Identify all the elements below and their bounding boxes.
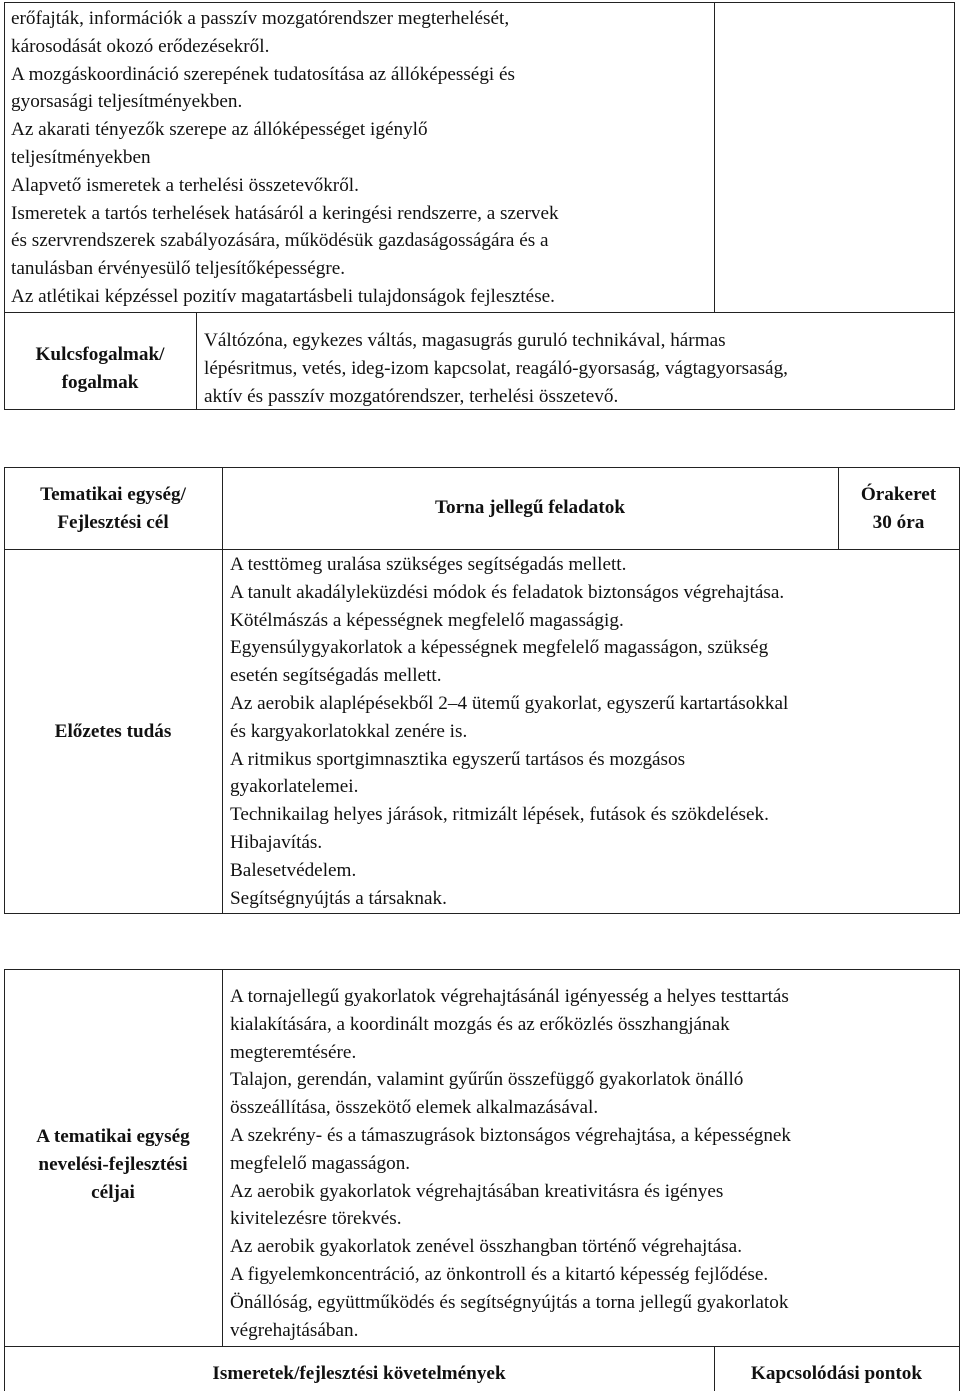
text-line: Egyensúlygyakorlatok a képességnek megfelelő magasságon, szükség bbox=[230, 637, 769, 659]
text-line: Váltózóna, egykezes váltás, magasugrás guruló technikával, hármas bbox=[204, 330, 726, 351]
label-line: A tematikai egység bbox=[36, 1126, 190, 1147]
text-line: Segítségnyújtás a társaknak. bbox=[230, 887, 447, 909]
kulcsfogalmak-text bbox=[204, 327, 788, 410]
table2-border-mid-h bbox=[4, 549, 960, 550]
text-line: A testtömeg uralása szükséges segítségadás mellett. bbox=[230, 554, 627, 575]
label-line: fogalmak bbox=[61, 371, 139, 393]
text-line: megteremtésére. bbox=[230, 1041, 357, 1063]
text-line: A tornajellegű gyakorlatok végrehajtásánál igényesség a helyes testtartás bbox=[230, 986, 789, 1007]
table1-border-mid-h bbox=[4, 312, 955, 313]
text-line: Talajon, gerendán, valamint gyűrűn összefüggő gyakorlatok önálló bbox=[230, 1069, 744, 1091]
header-text: Kapcsolódási pontok bbox=[750, 1363, 923, 1384]
table3-border-mid-h bbox=[4, 1346, 960, 1347]
kulcsfogalmak-label bbox=[4, 341, 196, 397]
text-line: kivitelezésre törekvés. bbox=[230, 1208, 402, 1230]
text-line: A figyelemkoncentráció, az önkontroll és a kitartó képesség fejlődése. bbox=[230, 1263, 769, 1285]
text-line: és kargyakorlatokkal zenére is. bbox=[230, 720, 468, 742]
text-line: A mozgáskoordináció szerepének tudatosítása az állóképességi és bbox=[11, 63, 516, 85]
table1-border-top bbox=[4, 2, 955, 3]
table3-border-col1 bbox=[222, 969, 223, 1347]
header-line: Fejlesztési cél bbox=[57, 511, 169, 533]
table2-border-top bbox=[4, 467, 960, 468]
text-line: gyakorlatelemei. bbox=[230, 776, 359, 798]
label-line: Előzetes tudás bbox=[54, 721, 172, 742]
elozetes-tudas-label bbox=[4, 718, 222, 746]
nevelesi-celok-label bbox=[4, 1123, 222, 1206]
text-line: A szekrény- és a támaszugrások biztonságos végrehajtása, a képességnek bbox=[230, 1124, 792, 1146]
tematikai-egyseg-header bbox=[4, 481, 222, 537]
text-line: megfelelő magasságon. bbox=[230, 1152, 411, 1174]
text-line: és szervrendszerek szabályozására, működésük gazdaságosságára és a bbox=[11, 230, 549, 252]
header-line: Tematikai egység/ bbox=[40, 484, 186, 505]
table1-border-right bbox=[954, 2, 955, 410]
text-line: Az akarati tényezők szerepe az állóképességet igénylő bbox=[11, 119, 428, 141]
table3-border-top bbox=[4, 969, 960, 970]
kapcsolodasi-pontok-header bbox=[714, 1360, 959, 1388]
text-line: tanulásban érvényesülő teljesítőképességre. bbox=[11, 258, 346, 280]
text-line: Az aerobik gyakorlatok végrehajtásában kreativitásra és igényes bbox=[230, 1180, 724, 1202]
table1-border-col1 bbox=[196, 312, 197, 410]
text-line: aktív és passzív mozgatórendszer, terhelési összetevő. bbox=[204, 385, 619, 407]
text-line: Balesetvédelem. bbox=[230, 859, 357, 881]
unit-title bbox=[222, 494, 838, 522]
text-line: végrehajtásában. bbox=[230, 1319, 359, 1341]
elozetes-tudas-text bbox=[230, 551, 788, 912]
text-line: Kötélmászás a képességnek megfelelő magasságig. bbox=[230, 609, 624, 631]
table2-border-bottom bbox=[4, 913, 960, 914]
text-line: gyorsasági teljesítményekben. bbox=[11, 91, 243, 113]
text-line: Hibajavítás. bbox=[230, 831, 323, 853]
text-line: Technikailag helyes járások, ritmizált lépések, futások és szökdelések. bbox=[230, 804, 769, 826]
text-line: károsodását okozó erődezésekről. bbox=[11, 35, 270, 57]
text-line: Önállóság, együttműködés és segítségnyújtás a torna jellegű gyakorlatok bbox=[230, 1291, 789, 1313]
nevelesi-celok-text bbox=[230, 983, 791, 1344]
ismeretek-kovetelmenyek-header bbox=[4, 1360, 714, 1388]
text-line: Az aerobik gyakorlatok zenével összhangban történő végrehajtása. bbox=[230, 1236, 742, 1258]
text-line: erőfajták, információk a passzív mozgatórendszer megterhelését, bbox=[11, 8, 510, 29]
text-line: esetén segítségadás mellett. bbox=[230, 665, 442, 687]
title-text: Torna jellegű feladatok bbox=[434, 497, 626, 518]
header-text: Ismeretek/fejlesztési követelmények bbox=[212, 1363, 506, 1384]
table1-border-top-right bbox=[714, 2, 715, 313]
text-line: Az aerobik alaplépésekből 2–4 ütemű gyakorlat, egyszerű kartartásokkal bbox=[230, 692, 789, 714]
orakeret-header bbox=[838, 481, 959, 537]
label-line: nevelési-fejlesztési bbox=[38, 1153, 188, 1175]
text-line: A tanult akadályleküzdési módok és feladatok biztonságos végrehajtása. bbox=[230, 581, 785, 603]
text-line: teljesítményekben bbox=[11, 146, 151, 168]
text-line: Az atlétikai képzéssel pozitív magatartásbeli tulajdonságok fejlesztése. bbox=[11, 285, 555, 307]
table1-top-text bbox=[11, 5, 559, 311]
label-line: Kulcsfogalmak/ bbox=[35, 344, 165, 365]
table2-border-col1 bbox=[222, 467, 223, 914]
text-line: lépésritmus, vetés, ideg-izom kapcsolat, reagáló-gyorsaság, vágtagyorsaság, bbox=[204, 357, 788, 379]
text-line: kialakítására, a koordinált mozgás és az erőközlés összhangjának bbox=[230, 1013, 730, 1035]
text-line: összeállítása, összekötő elemek alkalmazásával. bbox=[230, 1097, 599, 1119]
text-line: Ismeretek a tartós terhelések hatásáról a keringési rendszerre, a szervek bbox=[11, 202, 559, 224]
header-line: 30 óra bbox=[872, 511, 925, 533]
label-line: céljai bbox=[91, 1181, 135, 1203]
text-line: Alapvető ismeretek a terhelési összetevőkről. bbox=[11, 174, 359, 196]
header-line: Órakeret bbox=[860, 484, 937, 505]
text-line: A ritmikus sportgimnasztika egyszerű tartásos és mozgásos bbox=[230, 748, 686, 770]
